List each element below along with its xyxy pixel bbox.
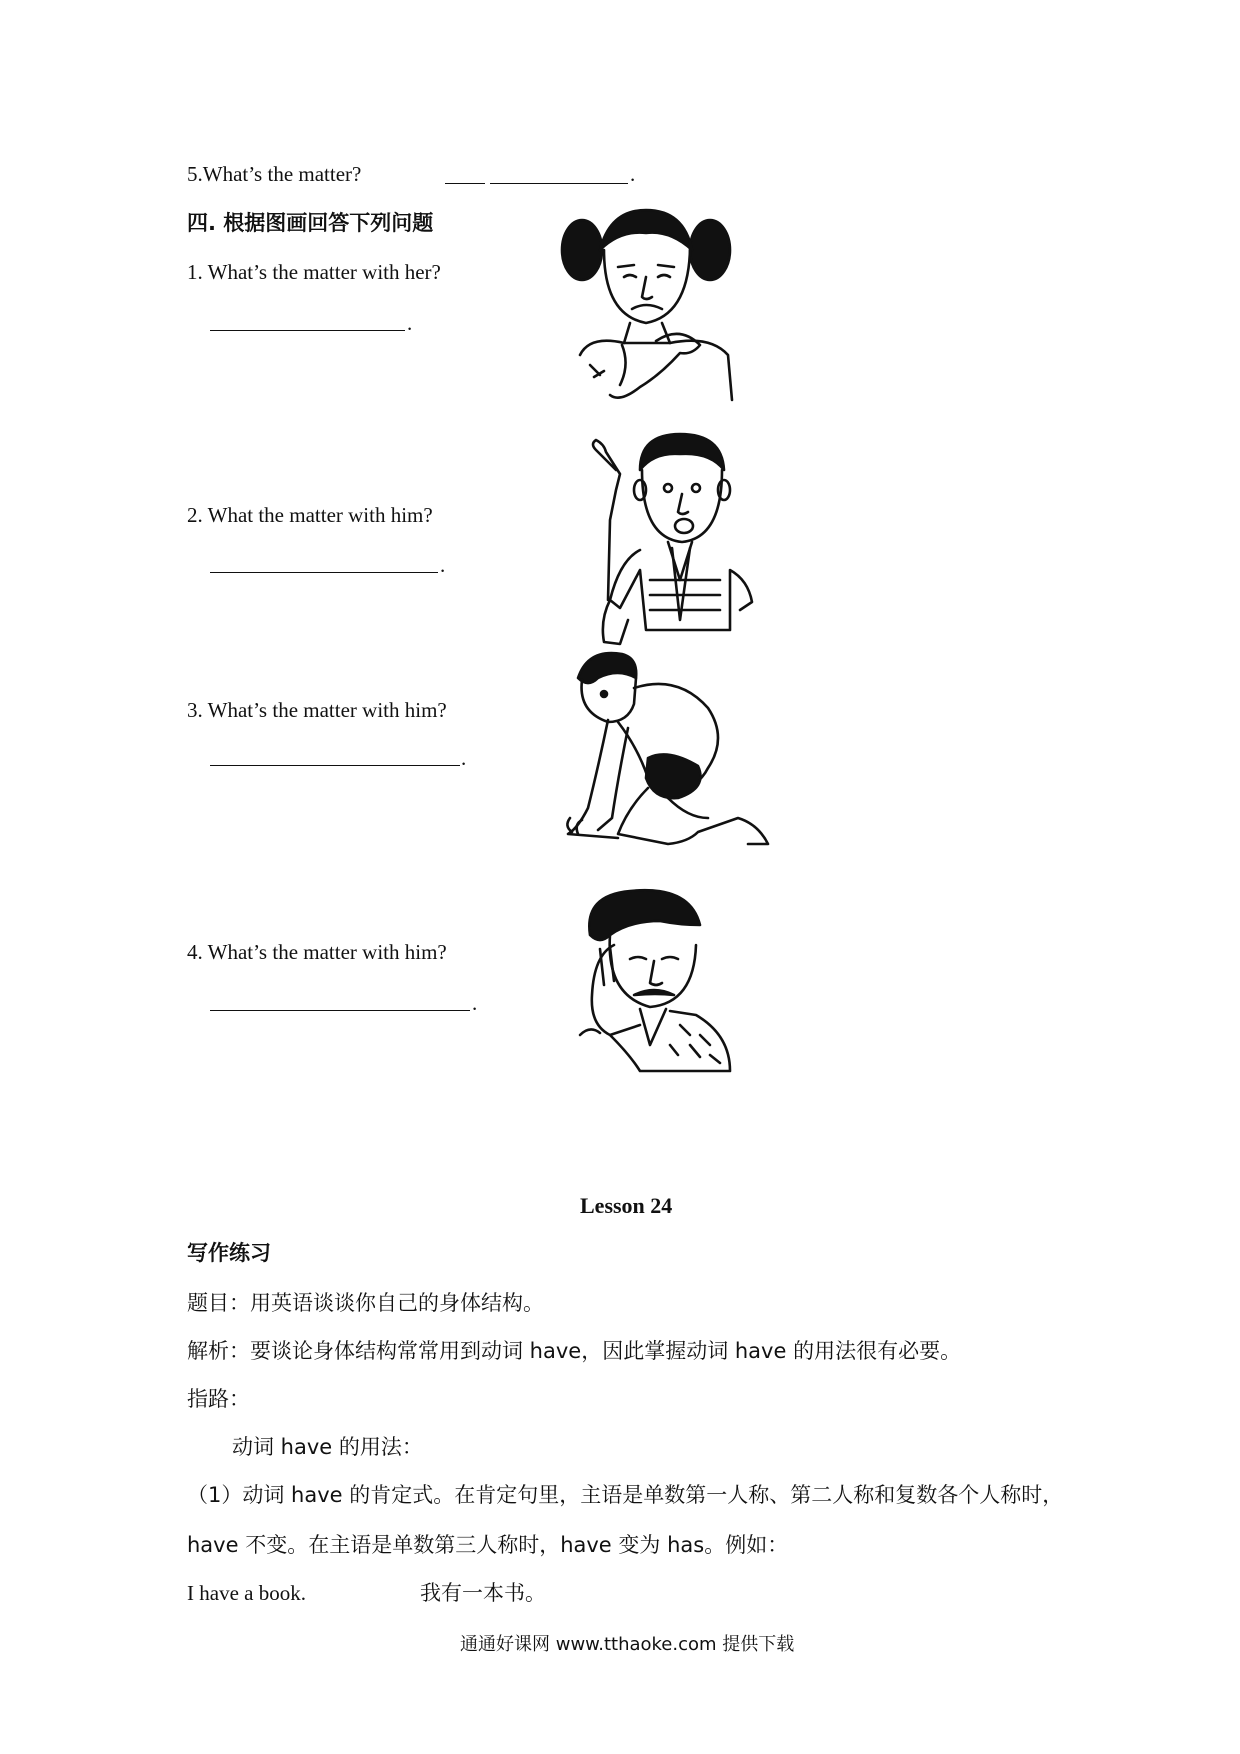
q1-question: 1. What’s the matter with her? (187, 260, 441, 284)
footer-credit: 通通好课网 www.tthaoke.com 提供下载 (460, 1634, 795, 1655)
q2-question: 2. What the matter with him? (187, 503, 433, 527)
writing-practice-heading: 写作练习 (187, 1241, 271, 1265)
guide-line: 指路： (187, 1387, 250, 1411)
q3-question: 3. What’s the matter with him? (187, 698, 447, 722)
q1-period: . (407, 311, 413, 335)
boy-toothache-icon (580, 430, 760, 650)
q5-period: . (630, 162, 636, 186)
lesson-title: Lesson 24 (580, 1193, 673, 1218)
q2-period: . (440, 553, 446, 577)
boy-headache-icon (570, 885, 750, 1075)
q5-answer-blank-a[interactable] (445, 183, 485, 184)
rule1-line1: （1）动词 have 的肯定式。在肯定句里，主语是单数第一人称、第二人称和复数各个人称时， (187, 1483, 1064, 1507)
q4-period: . (472, 991, 478, 1015)
example-chinese: 我有一本书。 (420, 1581, 546, 1605)
q4-question: 4. What’s the matter with him? (187, 940, 447, 964)
q1-answer-blank[interactable] (210, 330, 405, 331)
section4-heading: 四. 根据图画回答下列问题 (187, 211, 434, 235)
boy-knee-pain-icon (558, 648, 788, 858)
q4-answer-blank[interactable] (210, 1010, 470, 1011)
q3-answer-blank[interactable] (210, 765, 460, 766)
have-usage-title: 动词 have 的用法： (232, 1435, 423, 1459)
q2-answer-blank[interactable] (210, 572, 438, 573)
rule1-line2: have 不变。在主语是单数第三人称时，have 变为 has。例如： (187, 1533, 789, 1557)
example-english: I have a book. (187, 1581, 306, 1605)
analysis-line: 解析：要谈论身体结构常常用到动词 have，因此掌握动词 have 的用法很有必要。 (187, 1339, 962, 1363)
q5-question: 5.What’s the matter? (187, 162, 362, 186)
q3-period: . (461, 746, 467, 770)
topic-line: 题目：用英语谈谈你自己的身体结构。 (187, 1291, 544, 1315)
girl-shoulder-injury-icon (560, 205, 740, 405)
q5-answer-blank-b[interactable] (490, 183, 628, 184)
